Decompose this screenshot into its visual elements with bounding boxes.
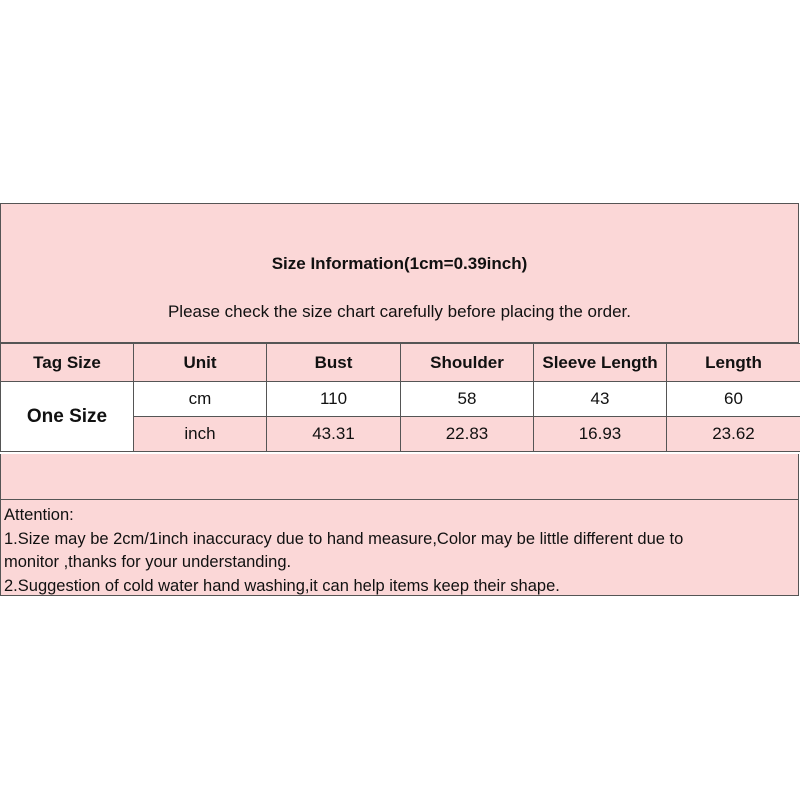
sleeve-length-cell: 43: [534, 382, 667, 417]
spacer-panel: [0, 454, 799, 504]
unit-cell: cm: [134, 382, 267, 417]
size-info-header: [0, 203, 799, 343]
shoulder-cell: 58: [401, 382, 534, 417]
length-cell: 60: [667, 382, 800, 417]
notes-heading: Attention:: [4, 506, 74, 524]
size-info-title: Size Information(1cm=0.39inch): [271, 254, 528, 273]
bust-cell: 110: [267, 382, 401, 417]
notes-line: monitor ,thanks for your understanding.: [4, 553, 292, 571]
column-header-tag-size: Tag Size: [1, 344, 134, 382]
length-cell: 23.62: [667, 417, 800, 452]
notes-line: 2.Suggestion of cold water hand washing,it can help items keep their shape.: [4, 576, 560, 595]
unit-cell: inch: [134, 417, 267, 452]
table-header-row: [1, 344, 800, 382]
size-chart: [0, 203, 800, 596]
column-header-bust: Bust: [267, 344, 401, 382]
column-header-sleeve-length: Sleeve Length: [534, 344, 667, 382]
column-header-shoulder: Shoulder: [401, 344, 534, 382]
column-header-unit: Unit: [134, 344, 267, 382]
tag-size-cell: One Size: [1, 382, 134, 452]
column-header-length: Length: [667, 344, 800, 382]
table-row-cm: [1, 382, 800, 417]
size-info-subtitle: Please check the size chart carefully before placing the order.: [167, 302, 632, 321]
attention-notes: [0, 499, 799, 596]
sleeve-length-cell: 16.93: [534, 417, 667, 452]
size-table: [0, 343, 800, 452]
shoulder-cell: 22.83: [401, 417, 534, 452]
notes-line: 1.Size may be 2cm/1inch inaccuracy due to hand measure,Color may be little different due to: [4, 529, 684, 548]
bust-cell: 43.31: [267, 417, 401, 452]
